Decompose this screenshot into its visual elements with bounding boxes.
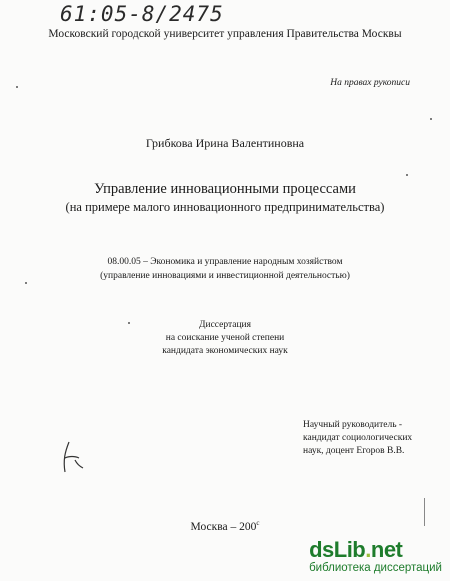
scan-speck (406, 174, 408, 176)
dissertation-title: Управление инновационными процессами (94, 181, 356, 197)
specialty-code: 08.00.05 – Экономика и управление народным хозяйством (107, 257, 343, 267)
city-year-text: Москва – 200 (190, 520, 257, 533)
specialty-subfield: (управление инновациями и инвестиционной деятельностью) (100, 271, 350, 281)
scan-edge-stroke (424, 498, 425, 526)
scan-speck (16, 86, 18, 88)
manuscript-rights-note: На правах рукописи (330, 78, 410, 88)
degree-line: на соискание ученой степени (165, 333, 285, 343)
author-name: Грибкова Ирина Валентиновна (145, 136, 305, 150)
scan-speck (430, 118, 432, 120)
dslib-tagline: библиотека диссертаций (309, 562, 442, 574)
advisor-line: кандидат социологических (303, 433, 413, 443)
dslib-watermark (309, 539, 442, 575)
dissertation-subtitle: (на примере малого инновационного предпринимательства) (65, 200, 385, 214)
logo-main-text: dsLib (309, 537, 366, 562)
degree-line: Диссертация (199, 320, 251, 330)
city-year (0, 519, 450, 533)
logo-dot-text: . (365, 537, 371, 562)
handwritten-archive-number: 61:05-8/2475 (60, 2, 224, 26)
signature-mark (55, 438, 95, 478)
advisor-line: наук, доцент Егоров В.В. (303, 446, 405, 456)
degree-line: кандидата экономических наук (162, 346, 288, 356)
dslib-logo (309, 539, 442, 561)
advisor-line: Научный руководитель - (303, 420, 403, 430)
university-name: Московский городской университет управления Правительства Москвы (48, 28, 402, 40)
logo-tld-text: net (370, 537, 403, 562)
scan-speck (128, 322, 130, 324)
year-handwritten-mark: с (256, 519, 260, 527)
scan-speck (25, 282, 27, 284)
